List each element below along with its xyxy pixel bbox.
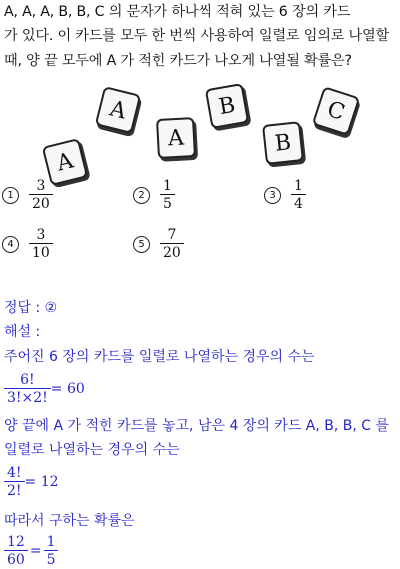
choice-1[interactable] xyxy=(2,178,53,212)
choice-4-denominator: 10 xyxy=(29,243,53,261)
choice-2-fraction xyxy=(160,178,175,212)
formula-1-result: = 60 xyxy=(50,381,85,397)
choice-5-marker: 5 xyxy=(133,236,150,253)
formula-3-denominator: 60 xyxy=(4,550,28,568)
choice-3-numerator: 1 xyxy=(294,178,303,194)
solution-step-3: 일렬로 나열하는 경우의 수는 xyxy=(4,442,180,458)
formula-1-numerator: 6! xyxy=(20,372,35,388)
solution-step-2: 양 끝에 A 가 적힌 카드를 놓고, 남은 4 장의 카드 A, B, B, C 를 xyxy=(4,418,390,434)
choice-2-numerator: 1 xyxy=(163,178,172,194)
solution-step-1: 주어진 6 장의 카드를 일렬로 나열하는 경우의 수는 xyxy=(4,349,315,365)
choice-1-marker: 1 xyxy=(2,187,19,204)
card-b-2: B xyxy=(262,121,304,165)
choice-4-marker: 4 xyxy=(2,236,19,253)
choice-3[interactable] xyxy=(264,178,306,212)
question-line-3: 때, 양 끝 모두에 A 가 적힌 카드가 나오게 나열될 확률은? xyxy=(4,53,352,69)
choice-4-fraction xyxy=(29,227,53,261)
formula-2-numerator: 4! xyxy=(7,465,22,481)
explanation-label: 해설 : xyxy=(4,324,41,340)
card-c: C xyxy=(312,86,361,136)
formula-2-denominator: 2! xyxy=(4,481,25,499)
formula-2-result: = 12 xyxy=(24,474,59,490)
choice-5-numerator: 7 xyxy=(167,227,177,243)
formula-3-equals: = xyxy=(29,543,42,559)
formula-3-result-denominator: 5 xyxy=(44,550,59,568)
choice-1-fraction xyxy=(29,178,53,212)
choice-4[interactable] xyxy=(2,227,53,261)
choice-2[interactable] xyxy=(133,178,175,212)
choice-1-denominator: 20 xyxy=(29,194,53,212)
formula-3-result-numerator: 1 xyxy=(46,534,56,550)
card-a-3: A xyxy=(156,117,196,159)
solution-step-4: 따라서 구하는 확률은 xyxy=(4,513,135,529)
choice-2-denominator: 5 xyxy=(160,194,175,212)
formula-total-arrangements xyxy=(4,372,85,406)
answer-text: 정답 : ② xyxy=(4,300,58,316)
card-b-1: B xyxy=(205,83,249,129)
formula-1-denominator: 3!×2! xyxy=(4,388,51,406)
card-a-2: A xyxy=(95,86,142,134)
choice-5[interactable] xyxy=(133,227,184,261)
formula-probability xyxy=(4,534,58,568)
question-line-1: A, A, A, B, B, C 의 문자가 하나씩 적혀 있는 6 장의 카드 xyxy=(4,4,351,20)
formula-3-numerator: 12 xyxy=(7,534,25,550)
card-a-1: A xyxy=(42,138,89,186)
formula-favorable-arrangements xyxy=(4,465,59,499)
choice-1-numerator: 3 xyxy=(36,178,46,194)
choice-2-marker: 2 xyxy=(133,187,150,204)
choice-5-fraction xyxy=(160,227,184,261)
choice-5-denominator: 20 xyxy=(160,243,184,261)
choice-3-fraction xyxy=(291,178,306,212)
choice-3-denominator: 4 xyxy=(291,194,306,212)
choice-4-numerator: 3 xyxy=(36,227,46,243)
question-line-2: 가 있다. 이 카드를 모두 한 번씩 사용하여 일렬로 임의로 나열할 xyxy=(4,28,390,44)
choice-3-marker: 3 xyxy=(264,187,281,204)
